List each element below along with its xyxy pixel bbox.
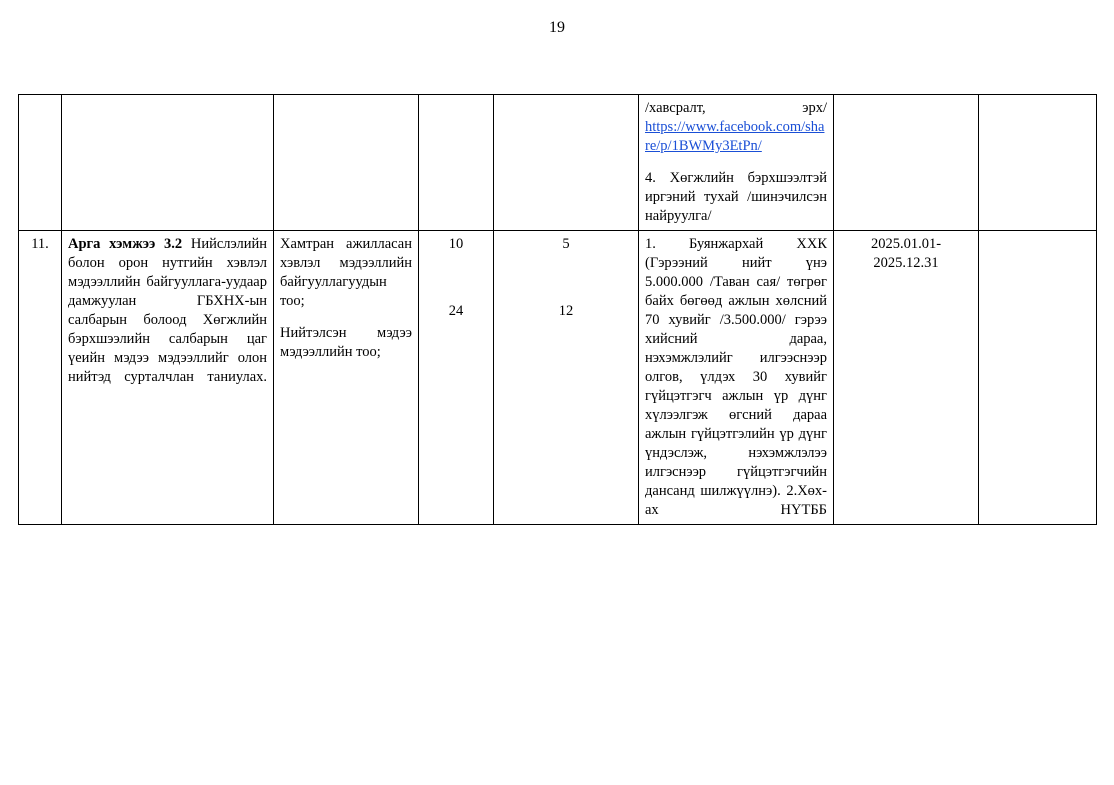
facebook-link[interactable]: https://www.facebook.com/share/p/1BWMy3EtPn/: [645, 119, 825, 154]
table-row: [19, 95, 1097, 231]
row-index-cell: 11.: [19, 231, 62, 525]
description-cell: [639, 95, 834, 231]
indicator-cell: [274, 95, 419, 231]
table-row: [19, 231, 1097, 525]
actual-number-1: 5: [562, 236, 570, 252]
page-number: 19: [549, 19, 565, 36]
target-number-1: 10: [448, 236, 464, 252]
actual-number-2: 12: [558, 303, 574, 319]
target-number-cell: [419, 95, 494, 231]
row-index-cell: [19, 95, 62, 231]
actual-number-cell: [494, 95, 639, 231]
notes-cell: [979, 231, 1097, 525]
description-cell: 1. Буянжархай ХХК (Гэрээний нийт үнэ 5.000.000 /Таван сая/ төгрөг байх бөгөөд ажлын хөлсний 70 хувийг /3.500.000/ гэрээ хийсний дараа, нэхэмжлэлийг илгээснээр олгов, үлдэх 30 хувийг гүйцэтгэгч ажлын үр дүнг хүлээлгэж өгсний дараа ажлын гүйцэтгэлийн үр дүнг үндэслэж, нэхэмжлэлээ илгэснээр гүйцэтгэгчийн дансанд шилжүүлнэ). 2.Хөх-ах НҮТББ: [639, 231, 834, 525]
actual-number-cell: [494, 231, 639, 525]
indicator-text-1: Хамтран ажилласан хэвлэл мэдээллийн байгууллагуудын тоо;: [280, 236, 412, 309]
measure-cell: [62, 95, 274, 231]
indicator-text-2: Нийтэлсэн мэдээ мэдээллийн тоо;: [280, 325, 412, 360]
description-paragraph-2: 4. Хөгжлийн бэрхшээлтэй иргэний тухай /шинэчилсэн найруулга/: [645, 170, 827, 224]
table-container: [18, 94, 1096, 525]
measure-title: Арга хэмжээ 3.2: [68, 236, 183, 252]
measure-body: Нийслэлийн болон орон нутгийн хэвлэл мэдээллийн байгууллага-уудаар дамжуулан ГБХНХ-ын салбарын болоод Хөгжлийн бэрхшээлийн салбарын цаг үеийн мэдээ мэдээллийг олон нийтэд сурталчлан таниулах.: [68, 236, 267, 385]
indicator-cell: [274, 231, 419, 525]
target-number-cell: [419, 231, 494, 525]
date-cell: 2025.01.01-2025.12.31: [834, 231, 979, 525]
description-paragraph: /хавсралт, эрх/: [645, 100, 827, 116]
plan-table: [18, 94, 1097, 525]
notes-cell: [979, 95, 1097, 231]
measure-cell: [62, 231, 274, 525]
date-cell: [834, 95, 979, 231]
target-number-2: 24: [448, 303, 464, 319]
